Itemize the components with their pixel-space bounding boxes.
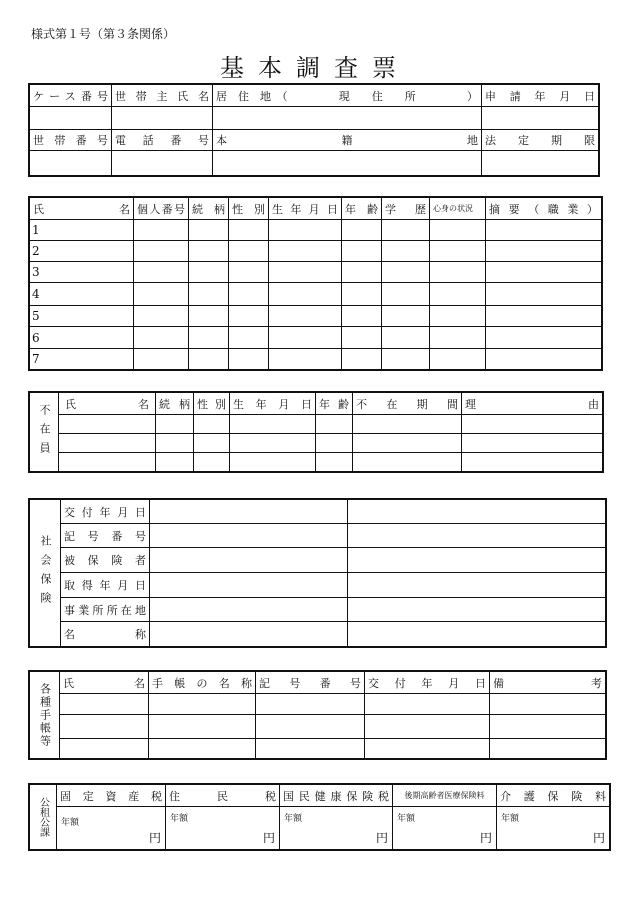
office-name-label: 名称 xyxy=(61,622,150,647)
care-insurance-field[interactable] xyxy=(497,807,610,850)
member-name-field[interactable] xyxy=(48,262,134,283)
cell[interactable] xyxy=(486,220,602,241)
cell[interactable] xyxy=(189,283,229,306)
annual-label: 年額 xyxy=(501,814,520,824)
cell[interactable] xyxy=(134,262,189,283)
cell[interactable] xyxy=(194,415,230,434)
public-charges-table xyxy=(29,784,610,850)
cell[interactable] xyxy=(462,415,603,434)
cell[interactable] xyxy=(382,306,430,327)
cell[interactable] xyxy=(342,327,382,349)
cell[interactable] xyxy=(486,349,602,370)
insured-person-field[interactable] xyxy=(150,548,348,573)
cell[interactable] xyxy=(316,415,353,434)
page-title: 基本調査票 xyxy=(220,54,410,82)
cell[interactable] xyxy=(342,262,382,283)
cell[interactable] xyxy=(269,241,342,262)
cell[interactable] xyxy=(342,241,382,262)
cell[interactable] xyxy=(430,306,486,327)
insurance-side-label: 社会保険 xyxy=(30,500,61,647)
health-header: 心身の状況 xyxy=(430,198,486,220)
yen-label: 円 xyxy=(592,831,605,845)
cell[interactable] xyxy=(134,283,189,306)
member-name-field[interactable] xyxy=(48,241,134,262)
annual-label: 年額 xyxy=(284,814,303,824)
acquisition-date-field[interactable] xyxy=(150,573,348,598)
head-name-field[interactable] xyxy=(112,107,213,130)
cell[interactable] xyxy=(316,434,353,453)
absent-side-label: 不在員 xyxy=(30,393,59,472)
handbook-number-header: 記号番号 xyxy=(256,672,365,694)
cell[interactable] xyxy=(365,739,490,759)
cell[interactable] xyxy=(256,694,365,715)
head-name-label: 世帯主氏名 xyxy=(112,85,213,107)
cell[interactable] xyxy=(269,220,342,241)
member-name-field[interactable] xyxy=(48,306,134,327)
cell[interactable] xyxy=(229,306,269,327)
cell[interactable] xyxy=(149,739,256,759)
absent-members-table xyxy=(29,392,603,472)
member-name-field[interactable] xyxy=(48,283,134,306)
cell[interactable] xyxy=(189,262,229,283)
phone-label: 電話番号 xyxy=(112,130,213,151)
cell[interactable] xyxy=(229,241,269,262)
remarks-header: 摘要（職業） xyxy=(486,198,602,220)
cell[interactable] xyxy=(156,434,194,453)
cell[interactable] xyxy=(229,349,269,370)
cell[interactable] xyxy=(189,327,229,349)
cell[interactable] xyxy=(382,283,430,306)
cell[interactable] xyxy=(134,306,189,327)
cell[interactable] xyxy=(194,434,230,453)
relation-header: 続柄 xyxy=(189,198,229,220)
row-number: 4 xyxy=(30,283,48,306)
handbook-owner-field[interactable] xyxy=(60,715,149,739)
cell[interactable] xyxy=(134,220,189,241)
cell[interactable] xyxy=(156,415,194,434)
absent-gender-header: 性別 xyxy=(194,393,230,415)
issue-date-field-2[interactable] xyxy=(348,500,606,524)
office-address-field-2[interactable] xyxy=(348,598,606,622)
absent-name-field[interactable] xyxy=(59,434,156,453)
cell[interactable] xyxy=(430,241,486,262)
property-tax-field[interactable] xyxy=(57,807,166,850)
cell[interactable] xyxy=(316,453,353,472)
cell[interactable] xyxy=(189,349,229,370)
cell[interactable] xyxy=(229,262,269,283)
cell[interactable] xyxy=(430,262,486,283)
cell[interactable] xyxy=(486,327,602,349)
cell[interactable] xyxy=(134,327,189,349)
absent-name-field[interactable] xyxy=(59,453,156,472)
member-name-field[interactable] xyxy=(48,220,134,241)
cell[interactable] xyxy=(490,694,606,715)
cell[interactable] xyxy=(134,349,189,370)
cell[interactable] xyxy=(486,306,602,327)
case-number-label: ケース番号 xyxy=(30,85,112,107)
cell[interactable] xyxy=(149,694,256,715)
annual-label: 年額 xyxy=(170,814,189,824)
handbook-issue-date-header: 交付年月日 xyxy=(365,672,490,694)
cell[interactable] xyxy=(353,453,462,472)
absent-name-field[interactable] xyxy=(59,415,156,434)
phone-field[interactable] xyxy=(112,151,213,176)
domicile-field[interactable] xyxy=(213,151,482,176)
annual-label: 年額 xyxy=(61,818,80,828)
health-insurance-tax-field[interactable] xyxy=(280,807,393,850)
cell[interactable] xyxy=(486,241,602,262)
symbol-number-field[interactable] xyxy=(150,524,348,548)
cell[interactable] xyxy=(256,715,365,739)
symbol-number-label: 記号番号 xyxy=(61,524,150,548)
symbol-number-field-2[interactable] xyxy=(348,524,606,548)
cell[interactable] xyxy=(365,715,490,739)
resident-tax-header: 住民税 xyxy=(166,785,280,807)
cell[interactable] xyxy=(230,415,316,434)
cell[interactable] xyxy=(342,283,382,306)
cell[interactable] xyxy=(189,306,229,327)
charges-side-label: 公租公課 xyxy=(30,785,57,850)
health-insurance-tax-header: 国民健康保険税 xyxy=(280,785,393,807)
cell[interactable] xyxy=(353,415,462,434)
row-number: 2 xyxy=(30,241,48,262)
office-name-field[interactable] xyxy=(150,622,348,647)
yen-label: 円 xyxy=(479,831,492,845)
issue-date-label: 交付年月日 xyxy=(61,500,150,524)
address-label: 居 住 地 （ 現 住 所 ） xyxy=(213,85,482,107)
household-number-label: 世帯番号 xyxy=(30,130,112,151)
office-address-label: 事業所所在地 xyxy=(61,598,150,622)
cell[interactable] xyxy=(342,220,382,241)
cell[interactable] xyxy=(382,241,430,262)
absent-name-header: 氏 名 xyxy=(59,393,156,415)
elderly-medical-field[interactable] xyxy=(393,807,497,850)
cell[interactable] xyxy=(342,306,382,327)
cell[interactable] xyxy=(229,283,269,306)
acquisition-date-label: 取得年月日 xyxy=(61,573,150,598)
cell[interactable] xyxy=(486,262,602,283)
member-name-field[interactable] xyxy=(48,327,134,349)
cell[interactable] xyxy=(462,453,603,472)
form-number: 様式第１号（第３条関係） xyxy=(31,27,176,41)
household-basic-table xyxy=(29,84,599,176)
statutory-deadline-label: 法定期限 xyxy=(482,130,599,151)
yen-label: 円 xyxy=(148,831,161,845)
cell[interactable] xyxy=(382,349,430,370)
cell[interactable] xyxy=(230,434,316,453)
domicile-label: 本 籍 地 xyxy=(213,130,482,151)
cell[interactable] xyxy=(189,241,229,262)
handbooks-side-label: 各種手帳等 xyxy=(30,672,60,759)
issue-date-field[interactable] xyxy=(150,500,348,524)
cell[interactable] xyxy=(486,283,602,306)
elderly-medical-header: 後期高齢者医療保険料 xyxy=(393,785,497,807)
social-insurance-table xyxy=(29,499,606,647)
member-name-header: 氏 名 xyxy=(30,198,134,220)
handbook-owner-field[interactable] xyxy=(60,739,149,759)
cell[interactable] xyxy=(194,453,230,472)
cell[interactable] xyxy=(149,715,256,739)
cell[interactable] xyxy=(430,349,486,370)
cell[interactable] xyxy=(382,327,430,349)
cell[interactable] xyxy=(342,349,382,370)
education-header: 学歴 xyxy=(382,198,430,220)
row-number: 5 xyxy=(30,306,48,327)
my-number-header: 個人番号 xyxy=(134,198,189,220)
cell[interactable] xyxy=(269,327,342,349)
cell[interactable] xyxy=(353,434,462,453)
row-number: 6 xyxy=(30,327,48,349)
cell[interactable] xyxy=(365,694,490,715)
reason-header: 理 由 xyxy=(462,393,603,415)
handbooks-table xyxy=(29,671,606,759)
handbook-name-header: 手帳の名称 xyxy=(149,672,256,694)
apply-date-label: 申請年月日 xyxy=(482,85,599,107)
cell[interactable] xyxy=(462,434,603,453)
address-field[interactable] xyxy=(213,107,482,130)
office-name-field-2[interactable] xyxy=(348,622,606,647)
insured-person-field-2[interactable] xyxy=(348,548,606,573)
cell[interactable] xyxy=(382,262,430,283)
office-address-field[interactable] xyxy=(150,598,348,622)
absent-birthdate-header: 生年月日 xyxy=(230,393,316,415)
insured-person-label: 被保険者 xyxy=(61,548,150,573)
cell[interactable] xyxy=(269,349,342,370)
row-number: 3 xyxy=(30,262,48,283)
yen-label: 円 xyxy=(262,831,275,845)
cell[interactable] xyxy=(430,220,486,241)
cell[interactable] xyxy=(430,327,486,349)
property-tax-header: 固定資産税 xyxy=(57,785,166,807)
care-insurance-header: 介護保険料 xyxy=(497,785,610,807)
cell[interactable] xyxy=(269,283,342,306)
cell[interactable] xyxy=(229,220,269,241)
cell[interactable] xyxy=(490,739,606,759)
cell[interactable] xyxy=(230,453,316,472)
statutory-deadline-field[interactable] xyxy=(482,151,599,176)
handbook-remarks-header: 備 考 xyxy=(490,672,606,694)
cell[interactable] xyxy=(189,220,229,241)
cell[interactable] xyxy=(269,306,342,327)
cell[interactable] xyxy=(382,220,430,241)
acquisition-date-field-2[interactable] xyxy=(348,573,606,598)
handbook-owner-field[interactable] xyxy=(60,694,149,715)
absence-period-header: 不在期間 xyxy=(353,393,462,415)
cell[interactable] xyxy=(256,739,365,759)
yen-label: 円 xyxy=(375,831,388,845)
annual-label: 年額 xyxy=(397,814,416,824)
cell[interactable] xyxy=(430,283,486,306)
cell[interactable] xyxy=(156,453,194,472)
age-header: 年齢 xyxy=(342,198,382,220)
birthdate-header: 生年月日 xyxy=(269,198,342,220)
row-number: 1 xyxy=(30,220,48,241)
row-number: 7 xyxy=(30,349,48,370)
handbook-owner-header: 氏 名 xyxy=(60,672,149,694)
household-number-field[interactable] xyxy=(30,151,112,176)
absent-relation-header: 続柄 xyxy=(156,393,194,415)
gender-header: 性別 xyxy=(229,198,269,220)
member-name-field[interactable] xyxy=(48,349,134,370)
case-number-field[interactable] xyxy=(30,107,112,130)
cell[interactable] xyxy=(134,241,189,262)
cell[interactable] xyxy=(229,327,269,349)
members-table xyxy=(29,197,602,370)
resident-tax-field[interactable] xyxy=(166,807,280,850)
cell[interactable] xyxy=(269,262,342,283)
cell[interactable] xyxy=(490,715,606,739)
apply-date-field[interactable] xyxy=(482,107,599,130)
absent-age-header: 年齢 xyxy=(316,393,353,415)
